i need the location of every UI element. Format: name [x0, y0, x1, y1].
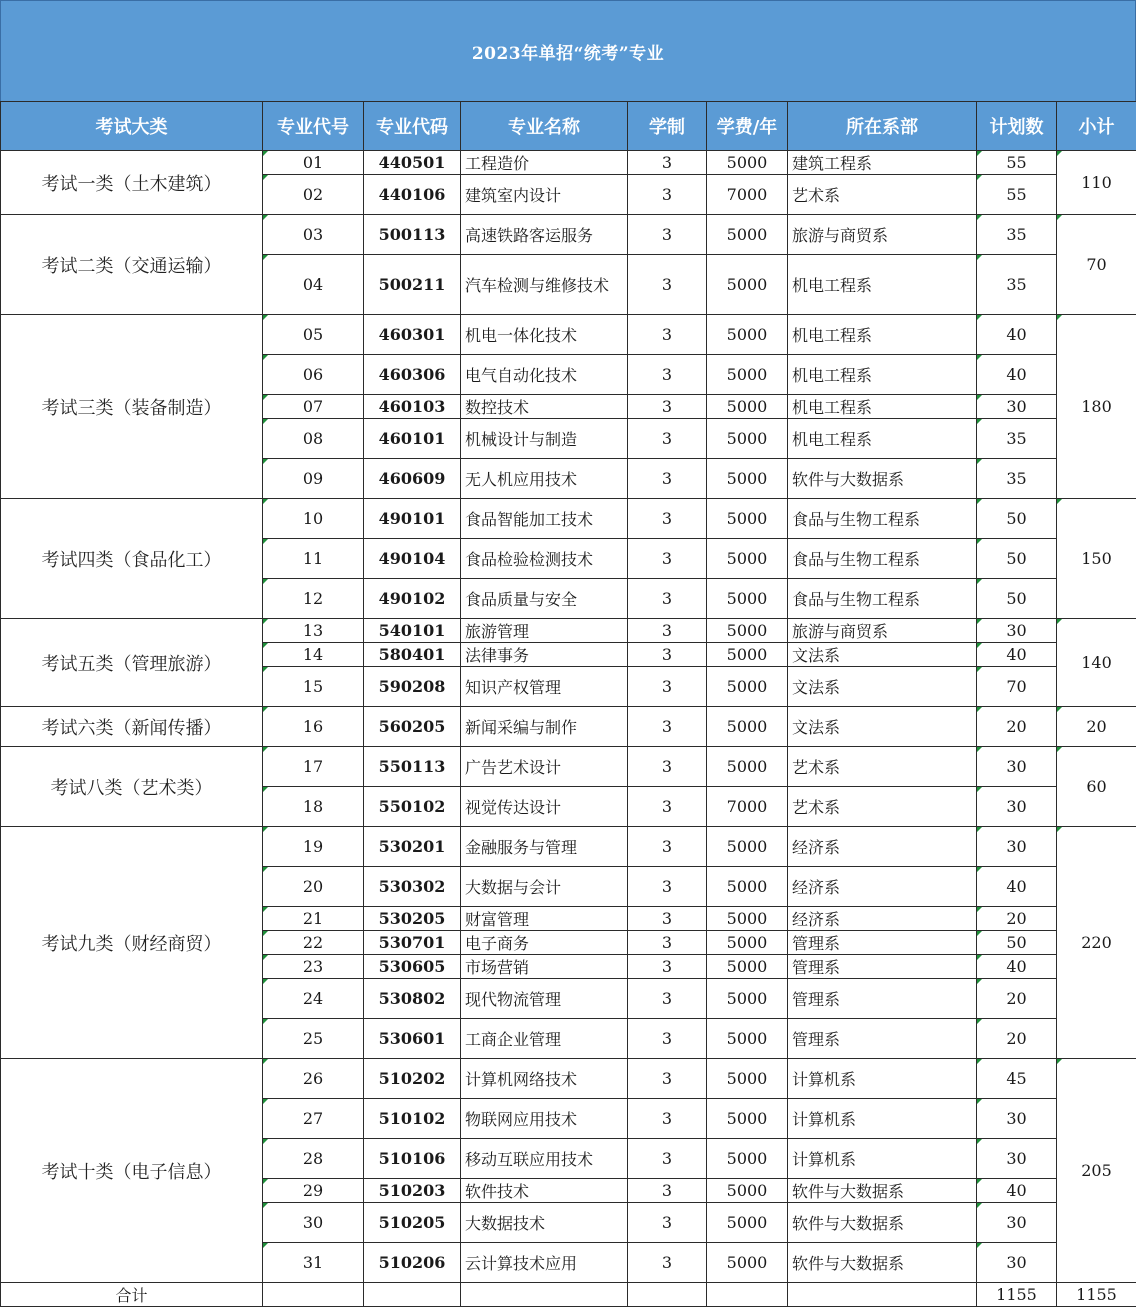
category-cell: 考试六类（新闻传播） [1, 707, 263, 747]
admissions-table [0, 101, 1136, 1307]
plan-cell: 30 [977, 1139, 1057, 1179]
department-cell: 文法系 [788, 707, 977, 747]
category-cell: 考试九类（财经商贸） [1, 827, 263, 1059]
fee-cell: 5000 [707, 667, 788, 707]
plan-cell: 20 [977, 907, 1057, 931]
category-cell: 考试五类（管理旅游） [1, 619, 263, 707]
fee-cell: 5000 [707, 955, 788, 979]
fee-cell: 5000 [707, 1099, 788, 1139]
major-no-cell: 01 [263, 151, 364, 175]
fee-cell: 5000 [707, 1059, 788, 1099]
major-no-cell: 07 [263, 395, 364, 419]
table-row [1, 707, 1136, 747]
major-no-cell: 28 [263, 1139, 364, 1179]
table-row [1, 151, 1136, 175]
years-cell: 3 [628, 1179, 707, 1203]
total-empty [788, 1283, 977, 1307]
fee-cell: 7000 [707, 175, 788, 215]
plan-cell: 50 [977, 579, 1057, 619]
category-cell: 考试三类（装备制造） [1, 315, 263, 499]
major-code-cell: 440501 [364, 151, 461, 175]
fee-cell: 5000 [707, 459, 788, 499]
total-plan: 1155 [977, 1283, 1057, 1307]
major-code-cell: 490101 [364, 499, 461, 539]
major-name-cell: 电气自动化技术 [461, 355, 628, 395]
major-no-cell: 19 [263, 827, 364, 867]
plan-cell: 30 [977, 827, 1057, 867]
years-cell: 3 [628, 643, 707, 667]
major-no-cell: 17 [263, 747, 364, 787]
years-cell: 3 [628, 539, 707, 579]
years-cell: 3 [628, 867, 707, 907]
fee-cell: 5000 [707, 395, 788, 419]
plan-cell: 20 [977, 707, 1057, 747]
major-no-cell: 15 [263, 667, 364, 707]
fee-cell: 5000 [707, 1243, 788, 1283]
major-name-cell: 新闻采编与制作 [461, 707, 628, 747]
major-code-cell: 500113 [364, 215, 461, 255]
major-no-cell: 04 [263, 255, 364, 315]
major-no-cell: 21 [263, 907, 364, 931]
years-cell: 3 [628, 955, 707, 979]
major-no-cell: 26 [263, 1059, 364, 1099]
major-no-cell: 06 [263, 355, 364, 395]
major-no-cell: 11 [263, 539, 364, 579]
fee-cell: 5000 [707, 355, 788, 395]
plan-cell: 30 [977, 1203, 1057, 1243]
department-cell: 艺术系 [788, 787, 977, 827]
subtotal-cell: 140 [1057, 619, 1136, 707]
fee-cell: 5000 [707, 747, 788, 787]
fee-cell: 5000 [707, 255, 788, 315]
major-no-cell: 05 [263, 315, 364, 355]
major-name-cell: 大数据与会计 [461, 867, 628, 907]
major-code-cell: 510203 [364, 1179, 461, 1203]
major-name-cell: 食品质量与安全 [461, 579, 628, 619]
department-cell: 食品与生物工程系 [788, 499, 977, 539]
years-cell: 3 [628, 787, 707, 827]
years-cell: 3 [628, 395, 707, 419]
major-no-cell: 18 [263, 787, 364, 827]
total-empty [461, 1283, 628, 1307]
major-code-cell: 460103 [364, 395, 461, 419]
plan-cell: 40 [977, 355, 1057, 395]
major-code-cell: 550113 [364, 747, 461, 787]
major-name-cell: 机电一体化技术 [461, 315, 628, 355]
major-name-cell: 建筑室内设计 [461, 175, 628, 215]
header-category: 考试大类 [1, 102, 263, 151]
major-name-cell: 旅游管理 [461, 619, 628, 643]
plan-cell: 50 [977, 931, 1057, 955]
header-plan: 计划数 [977, 102, 1057, 151]
major-code-cell: 530201 [364, 827, 461, 867]
department-cell: 软件与大数据系 [788, 1243, 977, 1283]
header-fee: 学费/年 [707, 102, 788, 151]
subtotal-cell: 180 [1057, 315, 1136, 499]
major-name-cell: 物联网应用技术 [461, 1099, 628, 1139]
fee-cell: 7000 [707, 787, 788, 827]
fee-cell: 5000 [707, 867, 788, 907]
table-row [1, 619, 1136, 643]
years-cell: 3 [628, 1059, 707, 1099]
years-cell: 3 [628, 1139, 707, 1179]
department-cell: 经济系 [788, 827, 977, 867]
department-cell: 艺术系 [788, 747, 977, 787]
major-no-cell: 16 [263, 707, 364, 747]
subtotal-cell: 70 [1057, 215, 1136, 315]
fee-cell: 5000 [707, 499, 788, 539]
table-row [1, 1059, 1136, 1099]
plan-cell: 35 [977, 459, 1057, 499]
plan-cell: 30 [977, 619, 1057, 643]
years-cell: 3 [628, 215, 707, 255]
fee-cell: 5000 [707, 1019, 788, 1059]
major-code-cell: 440106 [364, 175, 461, 215]
years-cell: 3 [628, 667, 707, 707]
years-cell: 3 [628, 255, 707, 315]
major-no-cell: 12 [263, 579, 364, 619]
years-cell: 3 [628, 1203, 707, 1243]
table-row [1, 215, 1136, 255]
major-name-cell: 无人机应用技术 [461, 459, 628, 499]
major-code-cell: 460301 [364, 315, 461, 355]
plan-cell: 30 [977, 1099, 1057, 1139]
major-no-cell: 08 [263, 419, 364, 459]
subtotal-cell: 110 [1057, 151, 1136, 215]
major-name-cell: 机械设计与制造 [461, 419, 628, 459]
department-cell: 食品与生物工程系 [788, 539, 977, 579]
major-no-cell: 03 [263, 215, 364, 255]
years-cell: 3 [628, 315, 707, 355]
major-code-cell: 460101 [364, 419, 461, 459]
major-code-cell: 510205 [364, 1203, 461, 1243]
subtotal-cell: 150 [1057, 499, 1136, 619]
department-cell: 管理系 [788, 931, 977, 955]
department-cell: 管理系 [788, 955, 977, 979]
department-cell: 经济系 [788, 867, 977, 907]
major-no-cell: 13 [263, 619, 364, 643]
fee-cell: 5000 [707, 907, 788, 931]
plan-cell: 45 [977, 1059, 1057, 1099]
category-cell: 考试十类（电子信息） [1, 1059, 263, 1283]
department-cell: 机电工程系 [788, 255, 977, 315]
plan-cell: 50 [977, 499, 1057, 539]
fee-cell: 5000 [707, 827, 788, 867]
department-cell: 计算机系 [788, 1059, 977, 1099]
fee-cell: 5000 [707, 1203, 788, 1243]
major-code-cell: 530601 [364, 1019, 461, 1059]
major-code-cell: 560205 [364, 707, 461, 747]
major-no-cell: 20 [263, 867, 364, 907]
plan-cell: 70 [977, 667, 1057, 707]
category-cell: 考试一类（土木建筑） [1, 151, 263, 215]
table-row [1, 315, 1136, 355]
plan-cell: 55 [977, 151, 1057, 175]
plan-cell: 40 [977, 643, 1057, 667]
department-cell: 机电工程系 [788, 419, 977, 459]
years-cell: 3 [628, 459, 707, 499]
major-code-cell: 490102 [364, 579, 461, 619]
table-row [1, 747, 1136, 787]
major-no-cell: 31 [263, 1243, 364, 1283]
major-no-cell: 30 [263, 1203, 364, 1243]
plan-cell: 30 [977, 395, 1057, 419]
total-empty [707, 1283, 788, 1307]
major-code-cell: 510202 [364, 1059, 461, 1099]
years-cell: 3 [628, 979, 707, 1019]
header-major-code: 专业代码 [364, 102, 461, 151]
table-title: 2023年单招“统考”专业 [0, 0, 1136, 101]
department-cell: 机电工程系 [788, 315, 977, 355]
years-cell: 3 [628, 1019, 707, 1059]
years-cell: 3 [628, 419, 707, 459]
major-name-cell: 移动互联应用技术 [461, 1139, 628, 1179]
major-name-cell: 云计算技术应用 [461, 1243, 628, 1283]
major-name-cell: 市场营销 [461, 955, 628, 979]
department-cell: 软件与大数据系 [788, 459, 977, 499]
table-row [1, 499, 1136, 539]
years-cell: 3 [628, 355, 707, 395]
header-row [1, 102, 1136, 151]
subtotal-cell: 220 [1057, 827, 1136, 1059]
fee-cell: 5000 [707, 539, 788, 579]
major-name-cell: 电子商务 [461, 931, 628, 955]
major-code-cell: 460609 [364, 459, 461, 499]
major-no-cell: 24 [263, 979, 364, 1019]
header-department: 所在系部 [788, 102, 977, 151]
years-cell: 3 [628, 175, 707, 215]
major-no-cell: 10 [263, 499, 364, 539]
plan-cell: 40 [977, 867, 1057, 907]
department-cell: 软件与大数据系 [788, 1179, 977, 1203]
major-name-cell: 工程造价 [461, 151, 628, 175]
years-cell: 3 [628, 907, 707, 931]
major-name-cell: 食品检验检测技术 [461, 539, 628, 579]
major-name-cell: 大数据技术 [461, 1203, 628, 1243]
years-cell: 3 [628, 707, 707, 747]
major-code-cell: 510206 [364, 1243, 461, 1283]
fee-cell: 5000 [707, 643, 788, 667]
total-empty [263, 1283, 364, 1307]
major-name-cell: 现代物流管理 [461, 979, 628, 1019]
header-major-no: 专业代号 [263, 102, 364, 151]
plan-cell: 55 [977, 175, 1057, 215]
major-no-cell: 27 [263, 1099, 364, 1139]
department-cell: 机电工程系 [788, 355, 977, 395]
plan-cell: 40 [977, 955, 1057, 979]
plan-cell: 35 [977, 215, 1057, 255]
major-name-cell: 广告艺术设计 [461, 747, 628, 787]
major-no-cell: 25 [263, 1019, 364, 1059]
total-row [1, 1283, 1136, 1307]
fee-cell: 5000 [707, 579, 788, 619]
category-cell: 考试八类（艺术类） [1, 747, 263, 827]
department-cell: 管理系 [788, 1019, 977, 1059]
major-code-cell: 590208 [364, 667, 461, 707]
years-cell: 3 [628, 1243, 707, 1283]
plan-cell: 20 [977, 1019, 1057, 1059]
major-name-cell: 高速铁路客运服务 [461, 215, 628, 255]
major-name-cell: 知识产权管理 [461, 667, 628, 707]
major-name-cell: 工商企业管理 [461, 1019, 628, 1059]
major-code-cell: 500211 [364, 255, 461, 315]
major-name-cell: 软件技术 [461, 1179, 628, 1203]
major-name-cell: 数控技术 [461, 395, 628, 419]
major-code-cell: 530205 [364, 907, 461, 931]
plan-cell: 50 [977, 539, 1057, 579]
department-cell: 食品与生物工程系 [788, 579, 977, 619]
department-cell: 机电工程系 [788, 395, 977, 419]
major-no-cell: 09 [263, 459, 364, 499]
category-cell: 考试四类（食品化工） [1, 499, 263, 619]
plan-cell: 35 [977, 255, 1057, 315]
fee-cell: 5000 [707, 931, 788, 955]
years-cell: 3 [628, 499, 707, 539]
major-no-cell: 02 [263, 175, 364, 215]
table-row [1, 827, 1136, 867]
fee-cell: 5000 [707, 1139, 788, 1179]
department-cell: 旅游与商贸系 [788, 215, 977, 255]
plan-cell: 40 [977, 1179, 1057, 1203]
category-cell: 考试二类（交通运输） [1, 215, 263, 315]
department-cell: 文法系 [788, 667, 977, 707]
major-code-cell: 510102 [364, 1099, 461, 1139]
fee-cell: 5000 [707, 315, 788, 355]
department-cell: 文法系 [788, 643, 977, 667]
header-subtotal: 小计 [1057, 102, 1136, 151]
total-empty [364, 1283, 461, 1307]
major-no-cell: 23 [263, 955, 364, 979]
plan-cell: 30 [977, 787, 1057, 827]
department-cell: 经济系 [788, 907, 977, 931]
major-name-cell: 法律事务 [461, 643, 628, 667]
fee-cell: 5000 [707, 979, 788, 1019]
major-name-cell: 金融服务与管理 [461, 827, 628, 867]
header-major-name: 专业名称 [461, 102, 628, 151]
subtotal-cell: 205 [1057, 1059, 1136, 1283]
plan-cell: 20 [977, 979, 1057, 1019]
fee-cell: 5000 [707, 619, 788, 643]
department-cell: 旅游与商贸系 [788, 619, 977, 643]
major-no-cell: 14 [263, 643, 364, 667]
major-code-cell: 510106 [364, 1139, 461, 1179]
major-no-cell: 22 [263, 931, 364, 955]
major-code-cell: 530302 [364, 867, 461, 907]
years-cell: 3 [628, 1099, 707, 1139]
fee-cell: 5000 [707, 215, 788, 255]
major-code-cell: 460306 [364, 355, 461, 395]
major-code-cell: 530605 [364, 955, 461, 979]
major-name-cell: 财富管理 [461, 907, 628, 931]
department-cell: 计算机系 [788, 1139, 977, 1179]
department-cell: 建筑工程系 [788, 151, 977, 175]
plan-cell: 35 [977, 419, 1057, 459]
years-cell: 3 [628, 827, 707, 867]
department-cell: 管理系 [788, 979, 977, 1019]
fee-cell: 5000 [707, 707, 788, 747]
major-name-cell: 汽车检测与维修技术 [461, 255, 628, 315]
plan-cell: 40 [977, 315, 1057, 355]
total-subtotal: 1155 [1057, 1283, 1136, 1307]
years-cell: 3 [628, 579, 707, 619]
total-empty [628, 1283, 707, 1307]
subtotal-cell: 60 [1057, 747, 1136, 827]
header-years: 学制 [628, 102, 707, 151]
major-code-cell: 540101 [364, 619, 461, 643]
major-code-cell: 580401 [364, 643, 461, 667]
major-code-cell: 550102 [364, 787, 461, 827]
fee-cell: 5000 [707, 419, 788, 459]
major-code-cell: 530802 [364, 979, 461, 1019]
department-cell: 艺术系 [788, 175, 977, 215]
years-cell: 3 [628, 747, 707, 787]
years-cell: 3 [628, 619, 707, 643]
fee-cell: 5000 [707, 151, 788, 175]
major-name-cell: 视觉传达设计 [461, 787, 628, 827]
subtotal-cell: 20 [1057, 707, 1136, 747]
years-cell: 3 [628, 931, 707, 955]
major-no-cell: 29 [263, 1179, 364, 1203]
department-cell: 计算机系 [788, 1099, 977, 1139]
plan-cell: 30 [977, 1243, 1057, 1283]
years-cell: 3 [628, 151, 707, 175]
major-code-cell: 490104 [364, 539, 461, 579]
fee-cell: 5000 [707, 1179, 788, 1203]
plan-cell: 30 [977, 747, 1057, 787]
department-cell: 软件与大数据系 [788, 1203, 977, 1243]
major-code-cell: 530701 [364, 931, 461, 955]
total-label: 合计 [1, 1283, 263, 1307]
major-name-cell: 食品智能加工技术 [461, 499, 628, 539]
major-name-cell: 计算机网络技术 [461, 1059, 628, 1099]
